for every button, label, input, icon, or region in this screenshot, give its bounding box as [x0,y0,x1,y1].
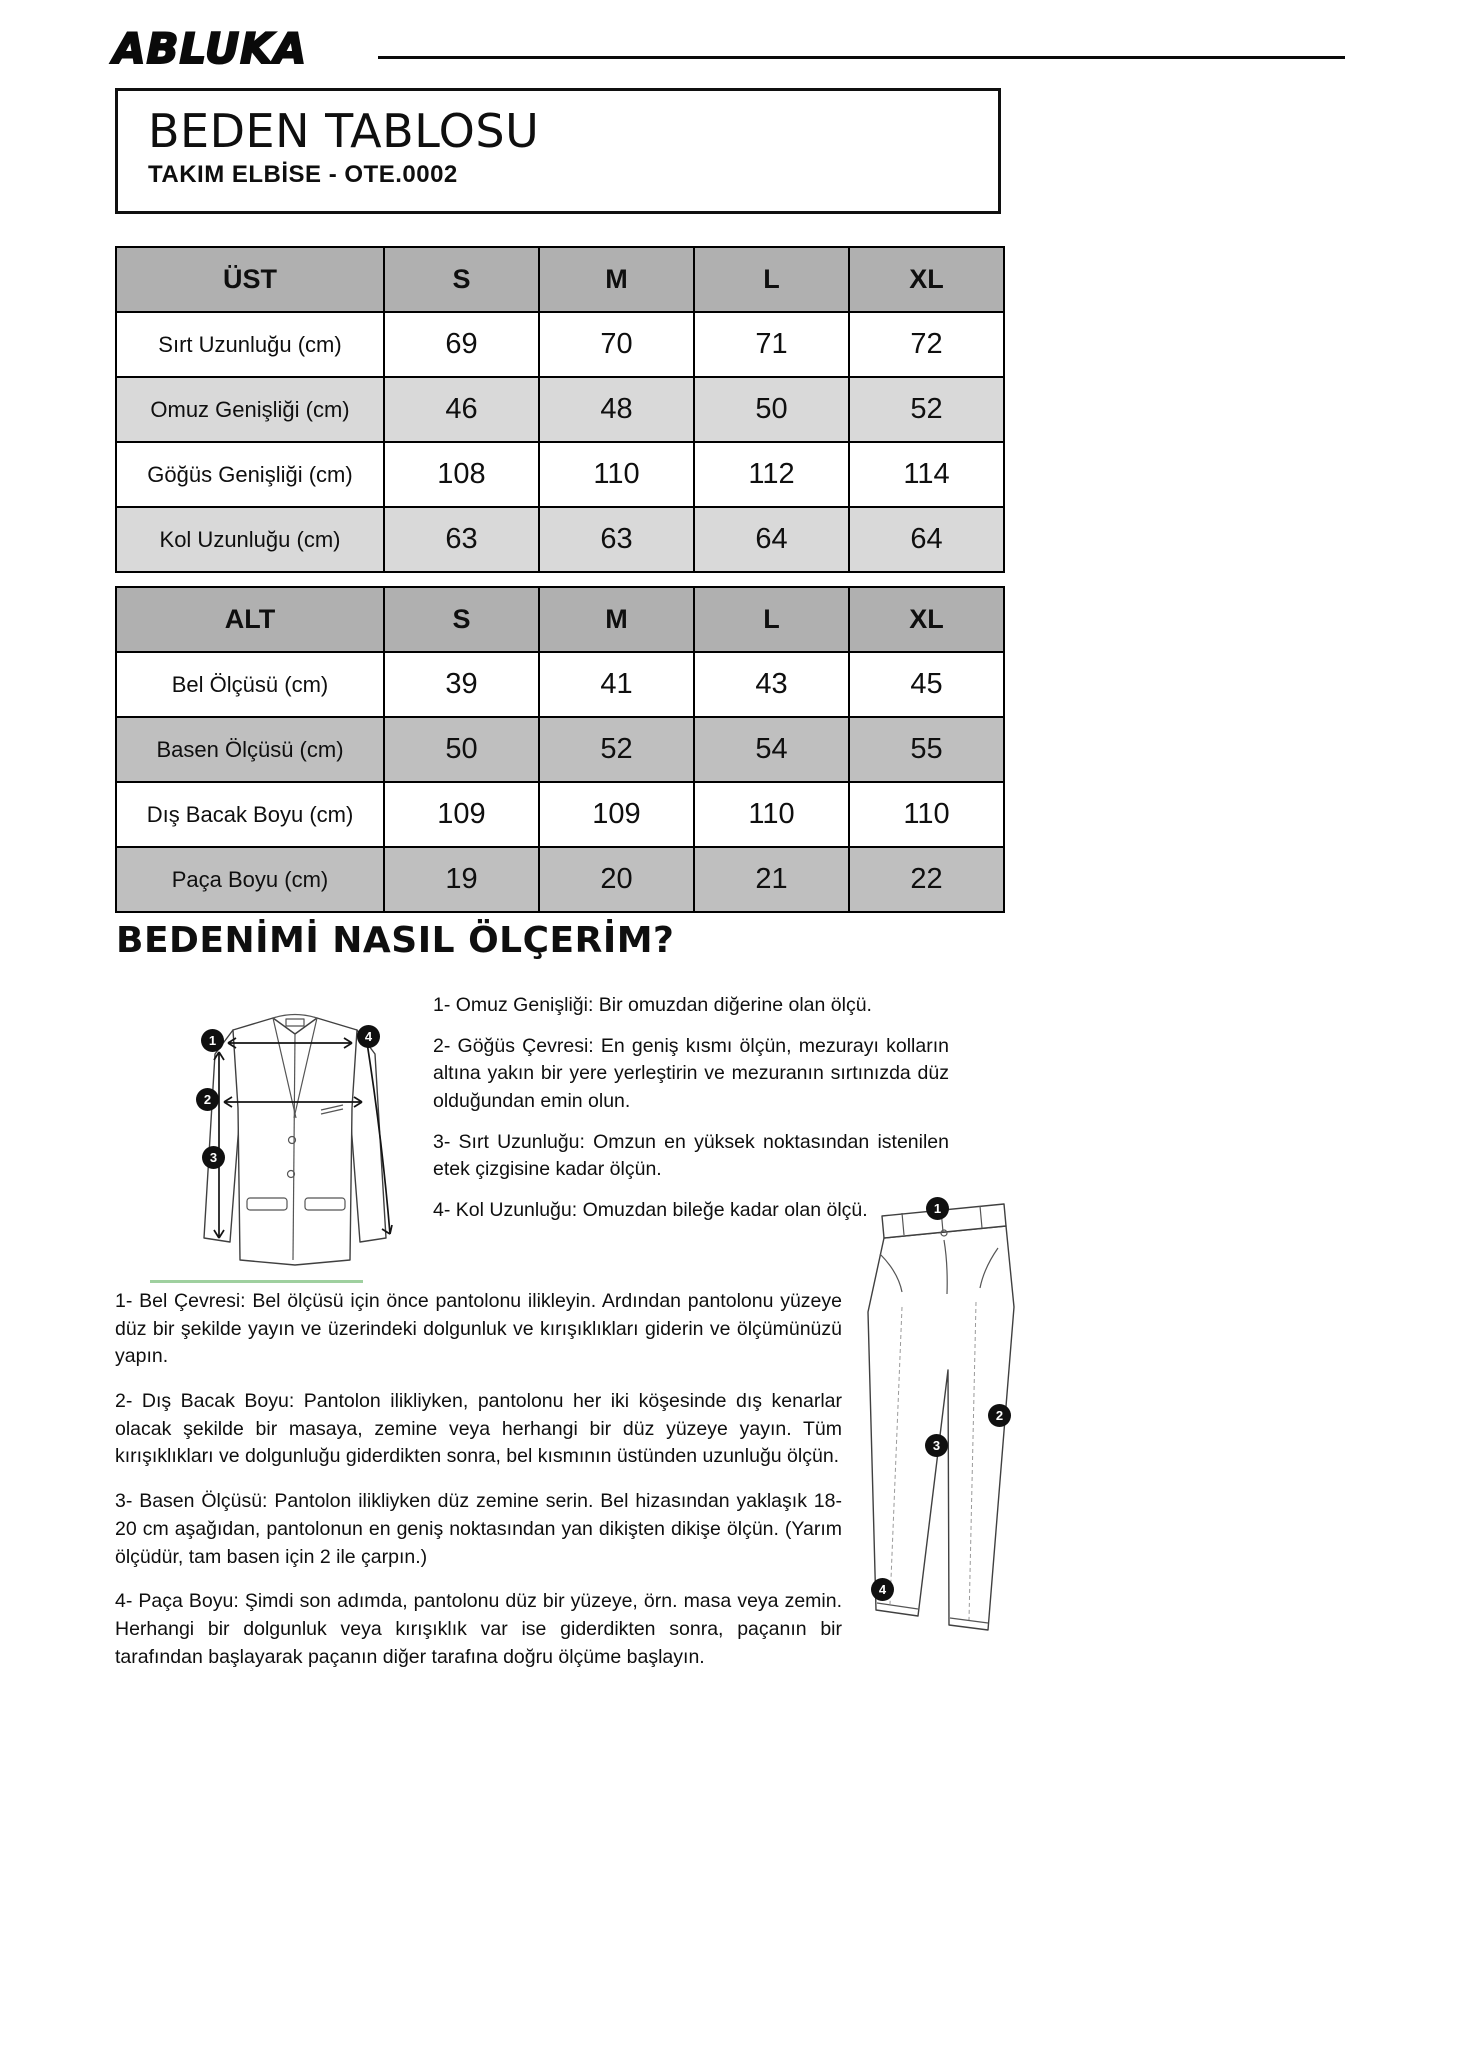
table-header-row [116,587,1004,652]
size-value: 39 [384,652,539,717]
size-value: 46 [384,377,539,442]
jacket-illustration [140,988,450,1298]
size-value: 43 [694,652,849,717]
size-value: 20 [539,847,694,912]
title-box [115,88,1001,214]
table-row [116,782,1004,847]
column-header: S [384,247,539,312]
row-label: Basen Ölçüsü (cm) [116,717,384,782]
size-value: 48 [539,377,694,442]
size-value: 110 [849,782,1004,847]
table-row [116,312,1004,377]
how-to-measure-heading: BEDENİMİ NASIL ÖLÇERİM? [116,920,675,961]
column-header: ALT [116,587,384,652]
pants-marker-2: 2 [988,1404,1011,1427]
row-label: Sırt Uzunluğu (cm) [116,312,384,377]
pants-step-1: 1- Bel Çevresi: Bel ölçüsü için önce pantolonu ilikleyin. Ardından pantolonu yüzeye düz bir şekilde yayın ve üzerindeki dolgunluk ve kırışıklıkları giderin ve ölçümünüzü yapın. [115,1290,842,1368]
column-header: L [694,587,849,652]
jacket-marker-3: 3 [202,1146,225,1169]
pants-step-2: 2- Dış Bacak Boyu: Pantolon ilikliyken, pantolonu her iki köşesinde dış kenarlar olacak şekilde bir masaya, zemine veya herhangi bir düz yüzeye yayın. Tüm kırışıklıkları ve dolgunluğu giderdikten sonra, bel kısmının üstünden uzunluğu ölçün. [115,1390,842,1468]
pants-illustration [848,1192,1028,1652]
size-value: 112 [694,442,849,507]
size-value: 41 [539,652,694,717]
table-header-row [116,247,1004,312]
column-header: XL [849,587,1004,652]
size-table-alt [115,586,1005,913]
column-header: S [384,587,539,652]
column-header: M [539,587,694,652]
row-label: Kol Uzunluğu (cm) [116,507,384,572]
size-value: 45 [849,652,1004,717]
pants-measure-instructions [115,1288,842,1688]
size-value: 64 [849,507,1004,572]
size-value: 70 [539,312,694,377]
page-title: BEDEN TABLOSU [148,104,540,158]
jacket-step-2: 2- Göğüs Çevresi: En geniş kısmı ölçün, mezurayı kolların altına yakın bir yere yerleştirin ve mezuranın sırtınızda düz olduğundan emin olun. [433,1034,949,1113]
table-row [116,442,1004,507]
column-header: ÜST [116,247,384,312]
jacket-step-4: 4- Kol Uzunluğu: Omuzdan bileğe kadar olan ölçü. [433,1199,868,1222]
size-table-ust [115,246,1005,573]
jacket-marker-1: 1 [201,1029,224,1052]
column-header: M [539,247,694,312]
table-row [116,507,1004,572]
row-label: Göğüs Genişliği (cm) [116,442,384,507]
row-label: Dış Bacak Boyu (cm) [116,782,384,847]
pants-step-3: 3- Basen Ölçüsü: Pantolon ilikliyken düz zemine serin. Bel hizasından yaklaşık 18-20 cm aşağıdan, pantolonun en geniş noktasından yan dikişten dikişe ölçün. (Yarım ölçüdür, tam basen için 2 ile çarpın.) [115,1490,842,1568]
size-value: 109 [539,782,694,847]
header-rule [378,56,1345,59]
size-value: 50 [694,377,849,442]
pants-step-4: 4- Paça Boyu: Şimdi son adımda, pantolonu düz bir yüzeye, örn. masa veya zemin. Herhangi bir dolgunluk veya kırışıklık var ise giderdikten sonra, paçanın bir tarafından başlayarak paçanın diğer tarafına doğru ölçüme başlayın. [115,1590,842,1668]
jacket-marker-4: 4 [357,1025,380,1048]
row-label: Paça Boyu (cm) [116,847,384,912]
jacket-line-art [140,988,450,1298]
size-value: 54 [694,717,849,782]
size-value: 52 [849,377,1004,442]
size-value: 69 [384,312,539,377]
table-row [116,377,1004,442]
size-value: 55 [849,717,1004,782]
table-row [116,847,1004,912]
jacket-marker-2: 2 [196,1088,219,1111]
pants-marker-1: 1 [926,1197,949,1220]
size-value: 109 [384,782,539,847]
size-value: 72 [849,312,1004,377]
jacket-step-1: 1- Omuz Genişliği: Bir omuzdan diğerine olan ölçü. [433,994,872,1016]
green-divider [150,1280,363,1283]
size-value: 63 [539,507,694,572]
size-value: 110 [694,782,849,847]
pants-marker-3: 3 [925,1434,948,1457]
size-value: 19 [384,847,539,912]
size-value: 50 [384,717,539,782]
pants-marker-4: 4 [871,1578,894,1601]
size-value: 110 [539,442,694,507]
column-header: L [694,247,849,312]
size-value: 114 [849,442,1004,507]
size-value: 63 [384,507,539,572]
row-label: Omuz Genişliği (cm) [116,377,384,442]
jacket-step-3: 3- Sırt Uzunluğu: Omzun en yüksek noktasından istenilen etek çizgisine kadar ölçün. [433,1130,949,1181]
size-value: 21 [694,847,849,912]
size-value: 64 [694,507,849,572]
column-header: XL [849,247,1004,312]
size-value: 22 [849,847,1004,912]
size-value: 108 [384,442,539,507]
brand-logo: ABLUKA [113,24,308,73]
table-row [116,652,1004,717]
row-label: Bel Ölçüsü (cm) [116,652,384,717]
page-subtitle: TAKIM ELBİSE - OTE.0002 [148,161,458,188]
table-row [116,717,1004,782]
size-value: 52 [539,717,694,782]
size-value: 71 [694,312,849,377]
